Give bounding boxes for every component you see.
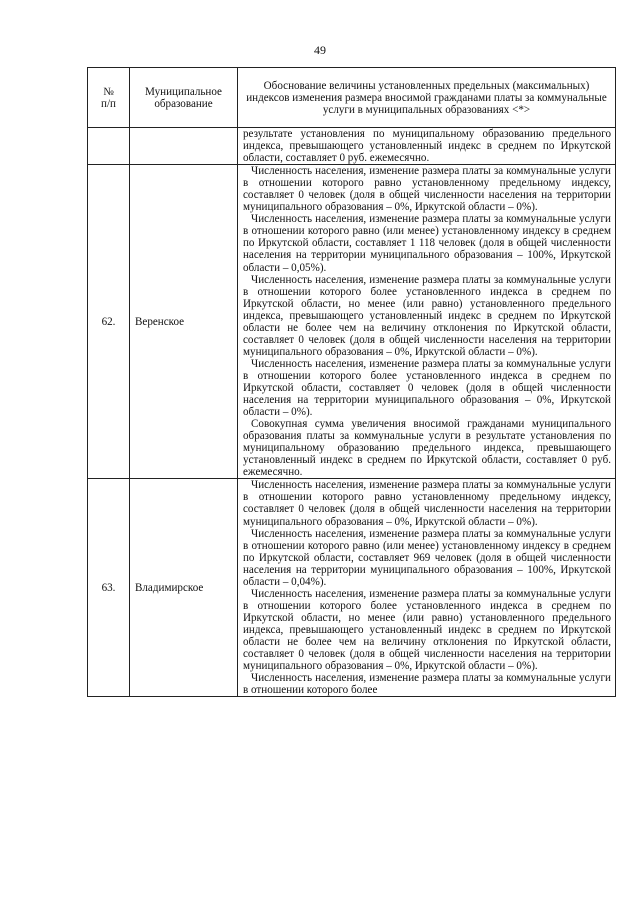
header-municipality <box>130 68 238 128</box>
row-municipality: Владимирское <box>130 479 238 697</box>
paragraph: Численность населения, изменение размера платы за коммунальные услуги в отношении которого равно установленному предельному индексу, составляет 0 человек (доля в общей численности населения на территории муниципального образования – 0%, Иркутской области – 0%). <box>243 479 611 528</box>
row-number: 62. <box>88 165 130 479</box>
table-row <box>88 479 616 697</box>
paragraph: Численность населения, изменение размера платы за коммунальные услуги в отношении которого более установленного индекса в среднем по Иркутской области, но менее (или равно) установленного предельного индекса, превышающего установленный индекс в среднем по Иркутской области не более чем на величину отклонения по Иркутской области, составляет 0 человек (доля в общей численности населения на территории муниципального образования – 0%, Иркутской области – 0%). <box>243 273 611 358</box>
continuation-text-cell <box>238 128 616 165</box>
row-justification <box>238 165 616 479</box>
continuation-name-cell <box>130 128 238 165</box>
paragraph: Численность населения, изменение размера платы за коммунальные услуги в отношении которого более установленного индекса в среднем по Иркутской области, но менее (или равно) установленного предельного индекса, превышающего установленный индекс в среднем по Иркутской области не более чем на величину отклонения по Иркутской области, составляет 0 человек (доля в общей численности населения на территории муниципального образования – 0%, Иркутской области – 0%). <box>243 587 611 673</box>
paragraph: Численность населения, изменение размера платы за коммунальные услуги в отношении которого более <box>243 672 611 697</box>
header-justification-text: Обоснование величины установленных предельных (максимальных) индексов изменения размера вносимой гражданами платы за коммунальные услуги в муниципальных образованиях <*> <box>246 79 607 117</box>
paragraph: Численность населения, изменение размера платы за коммунальные услуги в отношении которого более установленного индекса в среднем по Иркутской области, составляет 0 человек (доля в общей численности населения на территории муниципального образования – 0%, Иркутской области – 0%). <box>243 357 611 419</box>
header-number <box>88 68 130 128</box>
table-header-row <box>88 68 616 128</box>
paragraph: Численность населения, изменение размера платы за коммунальные услуги в отношении которого равно (или менее) установленному индексу в среднем по Иркутской области, составляет 969 человек (доля в общей численности населения на территории муниципального образования – 100%, Иркутской области – 0,04%). <box>243 527 611 588</box>
paragraph: Совокупная сумма увеличения вносимой гражданами муниципального образования платы за коммунальные услуги в результате установления по муниципальному образованию предельного индекса, превышающего установленный индекс в среднем по Иркутской области, составляет 0 руб. ежемесячно. <box>243 418 611 479</box>
row-municipality: Веренское <box>130 165 238 479</box>
continuation-row <box>88 128 616 165</box>
row-justification <box>238 479 616 697</box>
row-number: 63. <box>88 479 130 697</box>
indices-table <box>87 67 616 697</box>
header-municipality-text: Муниципальное образование <box>145 85 222 110</box>
paragraph: Численность населения, изменение размера платы за коммунальные услуги в отношении которого равно (или менее) установленному индексу в среднем по Иркутской области, составляет 1 118 человек (доля в общей численности населения на территории муниципального образования – 100%, Иркутской области – 0,05%). <box>243 213 611 274</box>
header-justification <box>238 68 616 128</box>
header-number-text: № п/п <box>101 85 116 110</box>
table-row <box>88 165 616 479</box>
page-number: 49 <box>314 43 326 57</box>
paragraph: Численность населения, изменение размера платы за коммунальные услуги в отношении которого равно установленному предельному индексу, составляет 0 человек (доля в общей численности населения на территории муниципального образования – 0%, Иркутской области – 0%). <box>243 165 611 214</box>
continuation-num-cell <box>88 128 130 165</box>
continuation-text: результате установления по муниципальному образованию предельного индекса, превышающего установленный индекс в среднем по Иркутской области, составляет 0 руб. ежемесячно. <box>243 128 611 165</box>
